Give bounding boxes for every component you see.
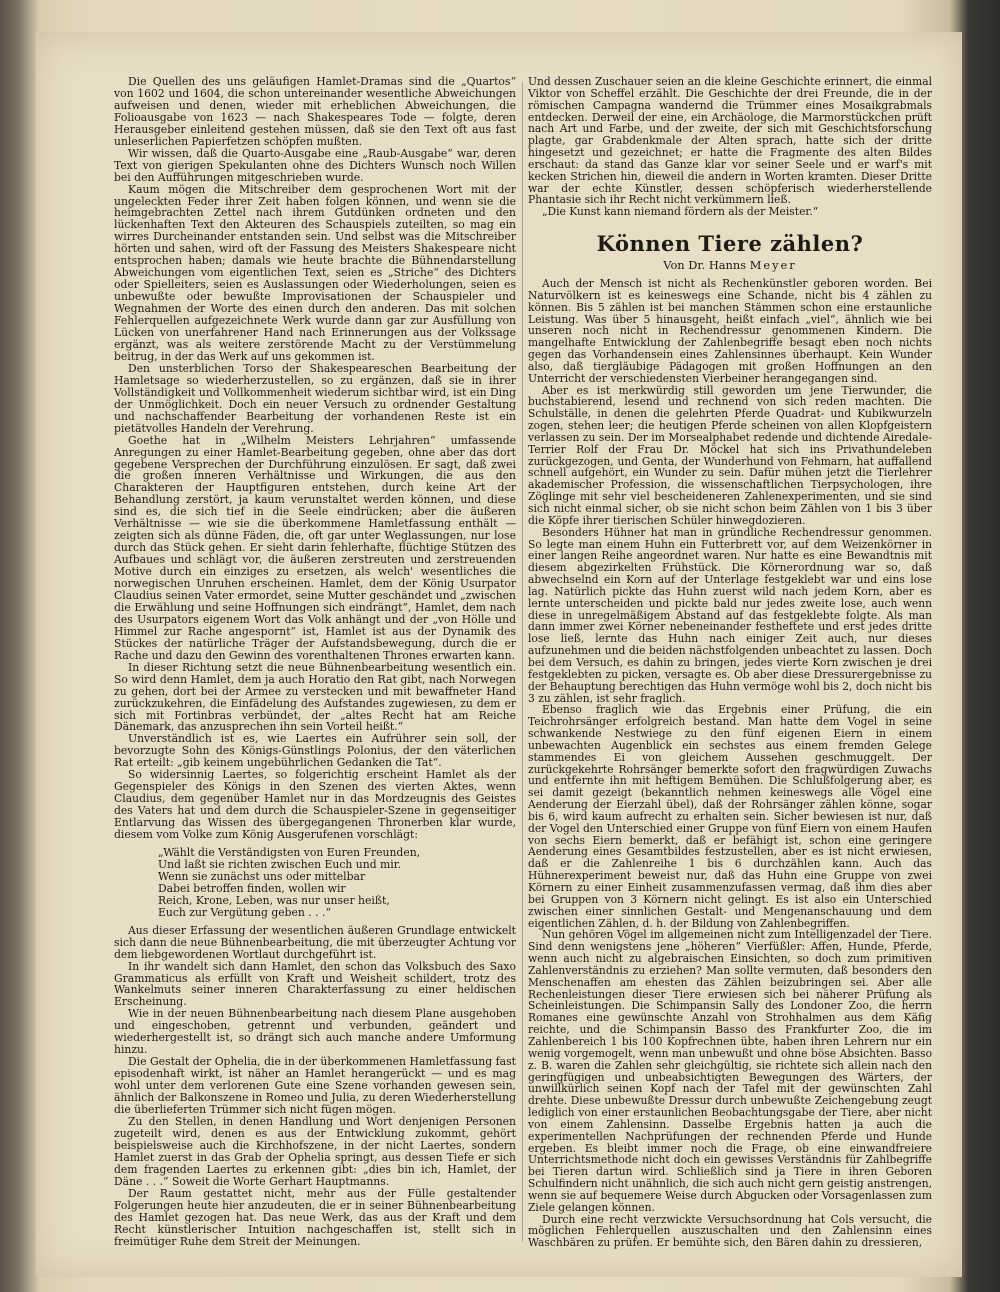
verse-line: Reich, Krone, Leben, was nur unser heißt, [158,893,390,907]
verse-line: Wenn sie zunächst uns oder mittelbar [158,869,366,883]
paragraph: Aber es ist merkwürdig still geworden um jene Tierwunder, die buchstabierend, lesend und rechnend von sich reden machten. Die Schulställe, in denen die gelehrten Pferde Quadrat- und Kubikwurzeln zogen, stehen leer; die heutigen Pferde scheinen von allen Klopfgeistern verlassen zu sein. Der im Morsealphabet redende und dichtende Airedale-Terrier Rolf der Frau Dr. Möckel hat sich ins Privathundeleben zurückgezogen, und Genta, der Wunderhund von Fehmarn, hat auffallend schnell aufgehört, ein Wunder zu sein. Dafür mühen jetzt die Tierlehrer akademischer Profession, die wissenschaftlichen Tierpsychologen, ihre Zöglinge mit sehr viel bescheideneren Zahlenexperimenten, und sie sind sich nicht einmal sicher, ob sie nicht schon beim Zählen von 1 bis 3 über die Köpfe ihrer tierischen Schüler hinwegdozieren. [528,383,932,527]
paragraph: Und dessen Zuschauer seien an die kleine Geschichte erinnert, die einmal Viktor von Scheffel erzählt. Die Geschichte der drei Freunde, die in der römischen Campagna wandernd die Trümmer eines Mosaikgrabmals entdecken. Derweil der eine, ein Archäologe, die Marmorstückchen prüft nach Art und Farbe, und der zweite, der sich mit Geschichtsforschung plagte, gar Grabdenkmale der Alten sprach, hatte sich der dritte hingesetzt und gezeichnet; er hatte die Fragmente des alten Bildes erschaut: da stand das Ganze klar vor seiner Seele und er warf's mit kecken Strichen hin, dieweil die andern in Worten kramten. Dieser Dritte war der echte Künstler, dessen schöpferisch wiederherstellende Phantasie sich ihr Recht nicht verkümmern ließ. [528,75,932,207]
paragraph: Aus dieser Erfassung der wesentlichen äußeren Grundlage entwickelt sich dann die neue Bühnenbearbeitung, die mit überzeugter Achtung vor dem liebgewordenen Wortlaut durchgeführt ist. [114,923,516,961]
paragraph: Durch eine recht verzwickte Versuchsordnung hat Cols versucht, die möglichen Fehlerquellen auszuschalten und den Zahlensinn eines Waschbären zu prüfen. Er bemühte sich, den Bären dahin zu dressieren, [528,1212,932,1250]
column-divider [522,82,523,1242]
author-name: Meyer [749,258,797,273]
paragraph: Besonders Hühner hat man in gründliche Rechendressur genommen. So legte man einem Huhn ein Futterbrett vor, auf dem Weizenkörner in einer langen Reihe angeordnet waren. Nur hatte es eine Bewandtnis mit diesem abgezirkelten Frühstück. Die Körnerordnung war so, daß abwechselnd ein Korn auf der Unterlage festgeklebt war und eins lose lag. Natürlich pickte das Huhn zuerst wild nach jedem Korn, aber es lernte unterscheiden und pickte bald nur jedes zweite lose, auch wenn diese in unregelmäßigem Abstand auf das festgeklebte folgte. Als man dann immer zwei Körner nebeneinander festheftete und erst jedes dritte lose ließ, lernte das Huhn nach einiger Zeit auch, nur dieses aufzunehmen und die beiden nächstfolgenden unbeachtet zu lassen. Doch bei dem Versuch, es dahin zu bringen, jedes vierte Korn zwischen je drei festgeklebten zu picken, versagte es. Ob aber diese Dressurergebnisse zu der Behauptung berechtigen das Huhn vermöge wohl bis 2, doch nicht bis 3 zu zählen, ist sehr fraglich. [528,525,932,705]
right-column [528,76,932,1249]
article-title: Können Tiere zählen? [596,231,864,257]
byline [528,260,932,272]
paragraph: Wir wissen, daß die Quarto-Ausgabe eine „Raub-Ausgabe“ war, deren Text von gierigen Spekulanten ohne des Dichters Wunsch noch Willen bei den Aufführungen mitgeschrieben wurde. [114,146,516,184]
paragraph: Die Quellen des uns geläufigen Hamlet-Dramas sind die „Quartos“ von 1602 und 1604, die schon untereinander wesentliche Abweichungen aufweisen und denen, wieder mit erheblichen Abweichungen, die Folioausgabe von 1623 — nach Shakespeares Tode — folgte, deren Herausgeber einleitend gestehen müssen, daß sie den Text oft aus fast unleserlichen Papierfetzen schöpfen mußten. [114,75,516,148]
paragraph: Die Gestalt der Ophelia, die in der überkommenen Hamletfassung fast episodenhaft wirkt, ist näher an Hamlet herangerückt — und es mag wohl unter dem verlorenen Gute eine Szene vorhanden gewesen sein, ähnlich der Balkonszene in Romeo und Julia, zu deren Wiederherstellung die überlieferten Trümmer sich nicht fügen mögen. [114,1055,516,1117]
paragraph: Wie in der neuen Bühnenbearbeitung nach diesem Plane ausgehoben und eingeschoben, getrennt und verbunden, geändert und wiederhergestellt ist, so drängt sich auch manche andere Umformung hinzu. [114,1007,516,1057]
newspaper-page [36,32,962,1277]
verse-line: Euch zur Vergütung geben . . .“ [158,905,331,919]
paragraph: Kaum mögen die Mitschreiber dem gesprochenen Wort mit der ungeleckten Feder ihrer Zeit haben folgen können, und wenn sie die heimgebrachten Zettel nach ihrem Gutdünken ordneten und den lückenhaften Text den Akteuren des Schauspiels zuteilten, so mag ein wirres Durcheinander entstanden sein. Und selbst was die Mitschreiber hörten und sahen, wird oft der Fassung des Meisters Shakespeare nicht entsprochen haben; damals wie heute brachte die Bühnendarstellung Abweichungen vom eigentlichen Text, seien es „Striche“ des Dichters oder Spielleiters, seien es Auslassungen oder Wiederholungen, seien es unbewußte oder bewußte Improvisationen der Schauspieler und Wegnahmen der Worte des einen durch den anderen. Das mit solchen Fehlerquellen aufgezeichnete Werk wurde dann gar zur Ausfüllung von Lücken von unerfahrener Hand nach Erinnerungen aus der Volkssage ergänzt, was als weitere zerstörende Macht zu der Verstümmelung beitrug, in der das Werk auf uns gekommen ist. [114,182,516,363]
paragraph: Nun gehören Vögel im allgemeinen nicht zum Intelligenzadel der Tiere. Sind denn wenigstens jene „höheren“ Vierfüßler: Affen, Hunde, Pferde, wenn auch nicht zu algebraischen Einsichten, so doch zum primitiven Zahlenverständnis zu erziehen? Man sollte vermuten, daß besonders den Menschenaffen am ehesten das Zählen beizubringen sei. Aber alle Rechenleistungen dieser Tiere erwiesen sich bei näherer Prüfung als Scheinleistungen. Die Schimpansin Sally des Londoner Zoo, die herrn Romanes eine gewünschte Anzahl von Strohhalmen aus dem Käfig reichte, und die Schimpansin Basso des Frankfurter Zoo, die im Zahlenbereich 1 bis 100 Kopfrechnen übte, haben ihren Lehrern nur ein wenig vorgemogelt, wenn man unbewußt und ohne böse Absichten. Basso z. B. waren die Zahlen sehr gleichgültig, sie richtete sich allein nach den geringfügigen und unbeabsichtigten Bewegungen des Wärters, der unwillkürlich seinen Kopf nach der Tafel mit der gewünschten Zahl drehte. Diese unbewußte Dressur durch unbewußte Zeichengebung zeugt lediglich von einer erstaunlichen Beobachtungsgabe der Tiere, aber nicht von einem Zahlensinn. Dasselbe Ergebnis hatten ja auch die experimentellen Nachprüfungen der rechnenden Pferde und Hunde ergeben. Es bleibt immer noch die Frage, ob eine einwandfreiere Unterrichtsmethode nicht doch ein gewisses Verständnis für Zahlbegriffe bei Tieren dartun wird. Schließlich sind ja Tiere in ihren Geboren Schulfindern nicht unähnlich, die sich auch nicht gern geistig anstrengen, wenn sie auf bequemere Weise durch Abgucken oder Vorsagenlassen zum Ziele gelangen können. [528,928,932,1214]
paragraph: Goethe hat in „Wilhelm Meisters Lehrjahren“ umfassende Anregungen zu einer Hamlet-Bearbeitung gegeben, ohne aber das dort gegebene Versprechen der Durchführung einzulösen. Er sagt, daß zwei die großen inneren Verhältnisse und Wirkungen, die aus den Charakteren der Hauptfiguren entstehen, durch keine Art der Behandlung zerstört, ja kaum verunstaltet werden können, und diese sind es, die sich tief in die Seele eindrücken; aber die äußeren Verhältnisse — wie sie die überkommene Hamletfassung enthält — zeigten sich als dünne Fäden, die, oft gar unter Weglassungen, nur lose durch das Stück gehen. Er sieht darin fehlerhafte, flüchtige Stützen des Aufbaues und schlägt vor, die äußeren zerstreuten und zerstreuenden Motive durch ein einziges zu ersetzen, als welch' wesentliches die norwegischen Unruhen erscheinen. Hamlet, dem der König Usurpator Claudius seinen Vater ermordet, seine Mutter geschändet und „zwischen die Erwählung und seine Hoffnungen sich eindrängt“, Hamlet, dem nach des Usurpators eigenem Wort das Volk anhängt und der „von Hölle und Himmel zur Rache angespornt“ ist, Hamlet ist aus der Dynamik des Stückes der natürliche Träger der Aufstandsbewegung, durch die er Rache und dazu den Gewinn des vorenthaltenen Thrones erwarten kann. [114,433,516,662]
paragraph: Der Raum gestattet nicht, mehr aus der Fülle gestaltender Folgerungen heute hier anzudeuten, die er in seiner Bühnenbearbeitung des Hamlet gezogen hat. Das neue Werk, das aus der Kraft und dem Recht künstlerischer Intuition nachgeschaffen ist, stellt sich in freimütiger Ruhe dem Streit der Meinungen. [114,1186,516,1248]
verse-line: Und laßt sie richten zwischen Euch und mir. [158,857,402,871]
paragraph: So widersinnig Laertes, so folgerichtig erscheint Hamlet als der Gegenspieler des Königs in den Szenen des vierten Aktes, wenn Claudius, dem gegenüber Hamlet nur in das Mordzeugnis des Geistes des Vaters hat und dem durch die Schauspieler-Szene in gegenseitiger Entlarvung das Wissen des übergegangenen Thronerben klar wurde, diesem vom Volke zum König Ausgerufenen vorschlägt: [114,768,516,842]
verse-line: „Wählt die Verständigsten von Euren Freunden, [158,846,421,859]
paragraph: Den unsterblichen Torso der Shakespeareschen Bearbeitung der Hamletsage so wiederherzustellen, so zu ergänzen, daß sie in ihrer Vollständigkeit und Vollkommenheit wiederum sichtbar wird, ist ein Ding der Unmöglichkeit. Doch ein neuer Versuch zu ordnender Gestaltung und nachschaffender Bearbeitung der vorhandenen Reste ist ein pietätvolles Handeln der Verehrung. [114,361,516,435]
byline-prefix: Von Dr. Hanns [663,258,750,273]
paragraph: In dieser Richtung setzt die neue Bühnenbearbeitung wesentlich ein. So wird denn Hamlet, dem ja auch Horatio den Rat gibt, nach Norwegen zu gehen, dort bei der Armee zu verstecken und mit bewaffneter Hand zurückzukehren, die Einfädelung des Aufstandes zugewiesen, zu dem er sich mit Fortinbras verbündet, der „altes Recht hat am Reiche Dänemark, das anzusprechen ihn sein Vorteil heißt.“ [114,660,516,734]
verse-line: Dabei betroffen finden, wollen wir [158,881,346,895]
quoted-verse [158,847,516,919]
paragraph: Ebenso fraglich wie das Ergebnis einer Prüfung, die ein Teichrohrsänger erfolgreich bestand. Man hatte dem Vogel in seine schwankende Nestwiege zu den fünf eigenen Eiern in einem unbewachten Augenblick ein sechstes aus einem fremden Gelege stammendes Ei von gleichem Aussehen geschmuggelt. Der zurückgekehrte Rohrsänger bemerkte sofort den fragwürdigen Zuwachs und entfernte ihn mit heftigem Bemühen. Die Schlußfolgerung aber, es sei damit gezeigt (bekanntlich nehmen keineswegs alle Vögel eine Aenderung der Eierzahl übel), daß der Rohrsänger zählen könne, sogar bis 6, wird kaum aufrecht zu erhalten sein. Sicher bewiesen ist nur, daß der Vogel den Unterschied einer Gruppe von fünf Eiern von einem Haufen von sechs Eiern bemerkt, daß er befähigt ist, schon eine geringere Aenderung eines Gesamtbildes festzustellen, aber es ist nicht erwiesen, daß er die Zahlenreihe 1 bis 6 durchzählen kann. Auch das Hühnerexperiment beweist nur, daß das Huhn eine Gruppe von zwei Körnern zu einer Einheit zusammenzufassen vermag, daß ihm dies aber bei Gruppen von 3 Körnern nicht gelingt. Es ist also ein Unterschied zwischen einer sinnlichen Gestalt- und Mengenanschauung und dem eigentlichen Zählen, d. h. der Bildung von Zahlenbegriffen. [528,703,932,930]
paragraph: Unverständlich ist es, wie Laertes ein Aufrührer sein soll, der bevorzugte Sohn des Königs-Günstlings Polonius, der den väterlichen Rat erteilt: „gib keinem ungebührlichen Gedanken die Tat“. [114,732,516,770]
paragraph: Zu den Stellen, in denen Handlung und Wort denjenigen Personen zugeteilt wird, denen es aus der Entwicklung zukommt, gehört beispielsweise auch die Kirchhofszene, in der nicht Laertes, sondern Hamlet zuerst in das Grab der Ophelia springt, aus dessen Tiefe er sich dem fragenden Laertes zu erkennen gibt: „dies bin ich, Hamlet, der Däne . . .“ Soweit die Worte Gerhart Hauptmanns. [114,1114,516,1188]
paragraph: In ihr wandelt sich dann Hamlet, den schon das Volksbuch des Saxo Grammaticus als erfüllt von Kraft und Weisheit schildert, trotz des Wankelmuts seiner inneren Charakterfassung zu einer heldischen Erscheinung. [114,959,516,1009]
left-column [114,76,516,1247]
closing-quote: „Die Kunst kann niemand fördern als der Meister.“ [542,205,819,219]
paragraph: Auch der Mensch ist nicht als Rechenkünstler geboren worden. Bei Naturvölkern ist es keineswegs eine Schande, nicht bis 4 zählen zu können. Bis 5 zählen ist bei manchen Stämmen schon eine erstaunliche Leistung. Was über 5 hinausgeht, heißt einfach „viel“, ähnlich wie bei unseren noch nicht in Rechendressur genommenen Kindern. Die mangelhafte Entwicklung der Zahlenbegriffe besagt eben noch nichts gegen das Vorhandensein eines Zahlensinnes überhaupt. Kein Wunder also, daß tiergläubige Pädagogen mit großen Hoffnungen an den Unterricht der verschiedensten Vierbeiner herangegangen sind. [528,276,932,385]
